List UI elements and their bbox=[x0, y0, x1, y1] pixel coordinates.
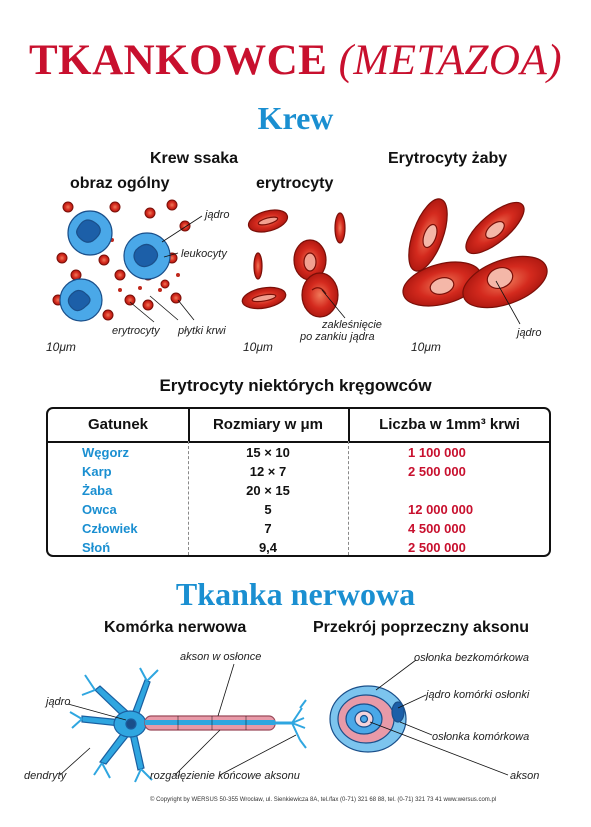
sheath-cell-nucleus-label: jądro komórki osłonki bbox=[426, 689, 530, 701]
title-latin: (METAZOA) bbox=[338, 37, 563, 84]
table-row: Człowiek 7 4 500 000 bbox=[82, 521, 466, 536]
table-row: Owca 5 12 000 000 bbox=[82, 502, 474, 517]
erythrocytes-label: erytrocyty bbox=[112, 325, 160, 337]
pinch-label-1: zakleśnięcie bbox=[322, 319, 382, 331]
neuron-nucleus-label: jądro bbox=[46, 696, 71, 708]
cell-sheath-label: osłonka komórkowa bbox=[432, 731, 530, 743]
scale-label-3: 10μm bbox=[411, 340, 441, 354]
header-size: Rozmiary w μm bbox=[212, 416, 324, 433]
scale-label-2: 10μm bbox=[243, 340, 273, 354]
dendrites-label: dendryty bbox=[24, 770, 67, 782]
leukocytes-label: leukocyty bbox=[181, 248, 227, 260]
axon-label: akson bbox=[510, 770, 540, 782]
mammal-blood-heading: Krew ssaka bbox=[150, 150, 239, 167]
scale-label-1: 10μm bbox=[46, 340, 76, 354]
mammal-erythrocytes-heading: erytrocyty bbox=[256, 175, 334, 192]
table-row: Karp 12 × 7 2 500 000 bbox=[82, 464, 466, 479]
blood-heading: Krew bbox=[257, 100, 334, 136]
nerve-heading: Tkanka nerwowa bbox=[175, 576, 416, 612]
footer-copyright: © Copyright by WERSUS 50-355 Wrocław, ul. Sienkiewicza 8A, tel./fax (0-71) 321 68 88, tel. (0-71) 321 73 41 www.wersus.com.pl bbox=[150, 797, 497, 803]
nucleus-label: jądro bbox=[205, 209, 230, 221]
table-title: Erytrocyty niektórych kręgowców bbox=[159, 376, 432, 395]
nerve-cell-heading: Komórka nerwowa bbox=[104, 619, 247, 636]
axon-cross-section bbox=[330, 686, 406, 752]
title-main: TKANKOWCE bbox=[28, 37, 328, 84]
table-row: Żaba 20 × 15 bbox=[82, 483, 290, 498]
terminal-branching-label: rozgałęzienie końcowe aksonu bbox=[150, 770, 300, 782]
general-view-heading: obraz ogólny bbox=[70, 175, 170, 192]
pinch-label-2: po zankiu jądra bbox=[300, 331, 375, 343]
table-row: Węgorz 15 × 10 1 100 000 bbox=[82, 445, 466, 460]
non-cell-sheath-label: osłonka bezkomórkowa bbox=[414, 652, 529, 664]
axon-sheath-label: akson w osłonce bbox=[180, 651, 262, 663]
header-species: Gatunek bbox=[87, 416, 148, 433]
frog-nucleus-label: jądro bbox=[517, 327, 542, 339]
table-row: Słoń 9,4 2 500 000 bbox=[82, 540, 466, 555]
axon-section-heading: Przekrój poprzeczny aksonu bbox=[313, 619, 530, 636]
platelets-label: płytki krwi bbox=[178, 325, 226, 337]
frog-erythrocytes-heading: Erytrocyty żaby bbox=[388, 150, 508, 167]
neuron bbox=[70, 668, 306, 782]
header-count: Liczba w 1mm³ krwi bbox=[379, 416, 520, 433]
